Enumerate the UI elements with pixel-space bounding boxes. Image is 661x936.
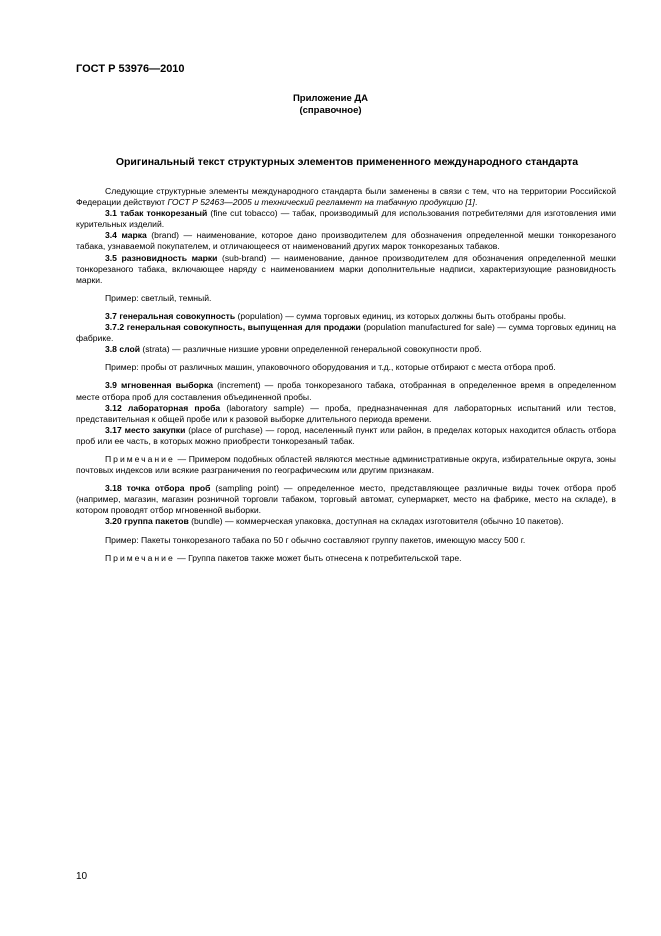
example-3: Пример: Пакеты тонкорезаного табака по 50 г обычно составляют группу пакетов, имеющую массу 500 г.	[105, 534, 526, 545]
term-number: 3.9	[105, 380, 117, 391]
note-text: — Примером подобных областей являются местные административные округа, избирательные округа, зоны почтовых индексов или всякие разграничения по географическим или другим признакам.	[76, 453, 616, 476]
annex-subtitle: (справочное)	[299, 105, 362, 116]
term-name: марка	[121, 230, 147, 241]
term-3-9	[76, 380, 616, 402]
document-body	[76, 186, 616, 564]
term-name: группа пакетов	[124, 516, 189, 527]
term-name: точка отбора проб	[126, 483, 211, 494]
term-definition: (fine cut tobacco) — табак, производимый для использования потребителями для изготовления ими курительных изделий.	[76, 208, 616, 230]
term-name: генеральная совокупность, выпущенная для продажи	[126, 322, 361, 333]
term-3-17	[76, 425, 616, 447]
term-name: слой	[119, 344, 141, 355]
term-name: табак тонкорезаный	[120, 208, 208, 219]
term-3-7-2	[76, 322, 616, 344]
term-definition: (brand) — наименование, которое дано производителем для обозначения определенной мешки тонкорезаного табака, узнаваемой покупателем, и отличающееся от наименований других марок тонкорезаных табаков.	[76, 230, 617, 252]
term-definition: (population) — сумма торговых единиц, из которых должны быть отобраны пробы.	[235, 310, 567, 321]
term-number: 3.1	[105, 208, 117, 219]
term-number: 3.7.2	[105, 322, 125, 333]
term-3-8	[76, 344, 616, 355]
annex-title: Приложение ДА	[292, 93, 369, 104]
note-text: — Группа пакетов также может быть отнесена к потребительской таре.	[174, 552, 462, 563]
document-code: ГОСТ Р 53976—2010	[76, 63, 185, 75]
term-3-20	[76, 516, 616, 527]
note-1	[76, 454, 616, 476]
term-definition: (sampling point) — определенное место, представляющее различные виды точек отбора проб (например, магазин, магазин розничной торговли табаком, торговый автомат, супермаркет, место на фабрике, место на складе), в котором проводят отбор мгновенной выборки.	[76, 483, 617, 516]
note-2	[76, 553, 616, 564]
example-1: Пример: светлый, темный.	[105, 292, 212, 303]
term-name: мгновенная выборка	[121, 380, 214, 391]
term-number: 3.8	[105, 344, 117, 355]
note-label: Примечание	[105, 552, 175, 563]
term-3-18	[76, 483, 616, 516]
example-2: Пример: пробы от различных машин, упаковочного оборудования и т.д., которые отбирают с места отбора проб.	[105, 362, 556, 373]
term-definition: (strata) — различные низшие уровни определенной генеральной совокупности проб.	[140, 344, 482, 355]
term-definition: (population manufactured for sale) — сумма торговых единиц на фабрике.	[76, 322, 616, 344]
term-number: 3.7	[105, 310, 117, 321]
term-definition: (bundle) — коммерческая упаковка, доступная на складах изготовителя (обычно 10 пакетов).	[188, 516, 564, 527]
term-number: 3.17	[105, 424, 122, 435]
term-3-5	[76, 253, 616, 286]
term-name: лабораторная проба	[127, 402, 221, 413]
term-number: 3.12	[105, 402, 122, 413]
intro-reference: ГОСТ Р 52463—2005 и технический регламент на табачную продукцию [1]	[167, 197, 475, 208]
term-3-12	[76, 403, 616, 425]
term-definition: (increment) — проба тонкорезаного табака, отобранная в определенное время в определенном месте отбора проб для составления объединенной пробы.	[76, 380, 616, 402]
document-title: Оригинальный текст структурных элементов примененного международного стандарта	[115, 156, 579, 168]
term-definition: (place of purchase) — город, населенный пункт или район, в пределах которых находится область отбора проб или ее часть, в которых можно приобрести тонкорезаный табак.	[76, 424, 617, 446]
page-number: 10	[76, 871, 88, 882]
term-3-1	[76, 208, 616, 230]
intro-text: Следующие структурные элементы международного стандарта были заменены в связи с тем, что на территории Российской Федерации действуют	[76, 186, 616, 208]
term-definition: (sub-brand) — наименование, данное производителем для обозначения определенной мешки тонкорезаного табака, включающее наряду с наименованием марки дополнительные надписи, характеризующие разновидность марки.	[76, 252, 616, 285]
term-3-4	[76, 230, 616, 252]
term-name: место закупки	[124, 424, 186, 435]
term-number: 3.20	[105, 516, 122, 527]
term-definition: (laboratory sample) — проба, предназначенная для лабораторных испытаний или тестов, представительная к общей пробе или к разовой выборке длительного периода времени.	[76, 402, 616, 424]
term-name: разновидность марки	[121, 252, 218, 263]
term-3-7	[76, 311, 616, 322]
term-name: генеральная совокупность	[119, 310, 236, 321]
term-number: 3.18	[105, 483, 122, 494]
term-number: 3.4	[105, 230, 117, 241]
term-number: 3.5	[105, 252, 117, 263]
intro-end: .	[474, 197, 478, 208]
note-label: Примечание	[105, 453, 175, 464]
intro-paragraph	[76, 186, 616, 208]
